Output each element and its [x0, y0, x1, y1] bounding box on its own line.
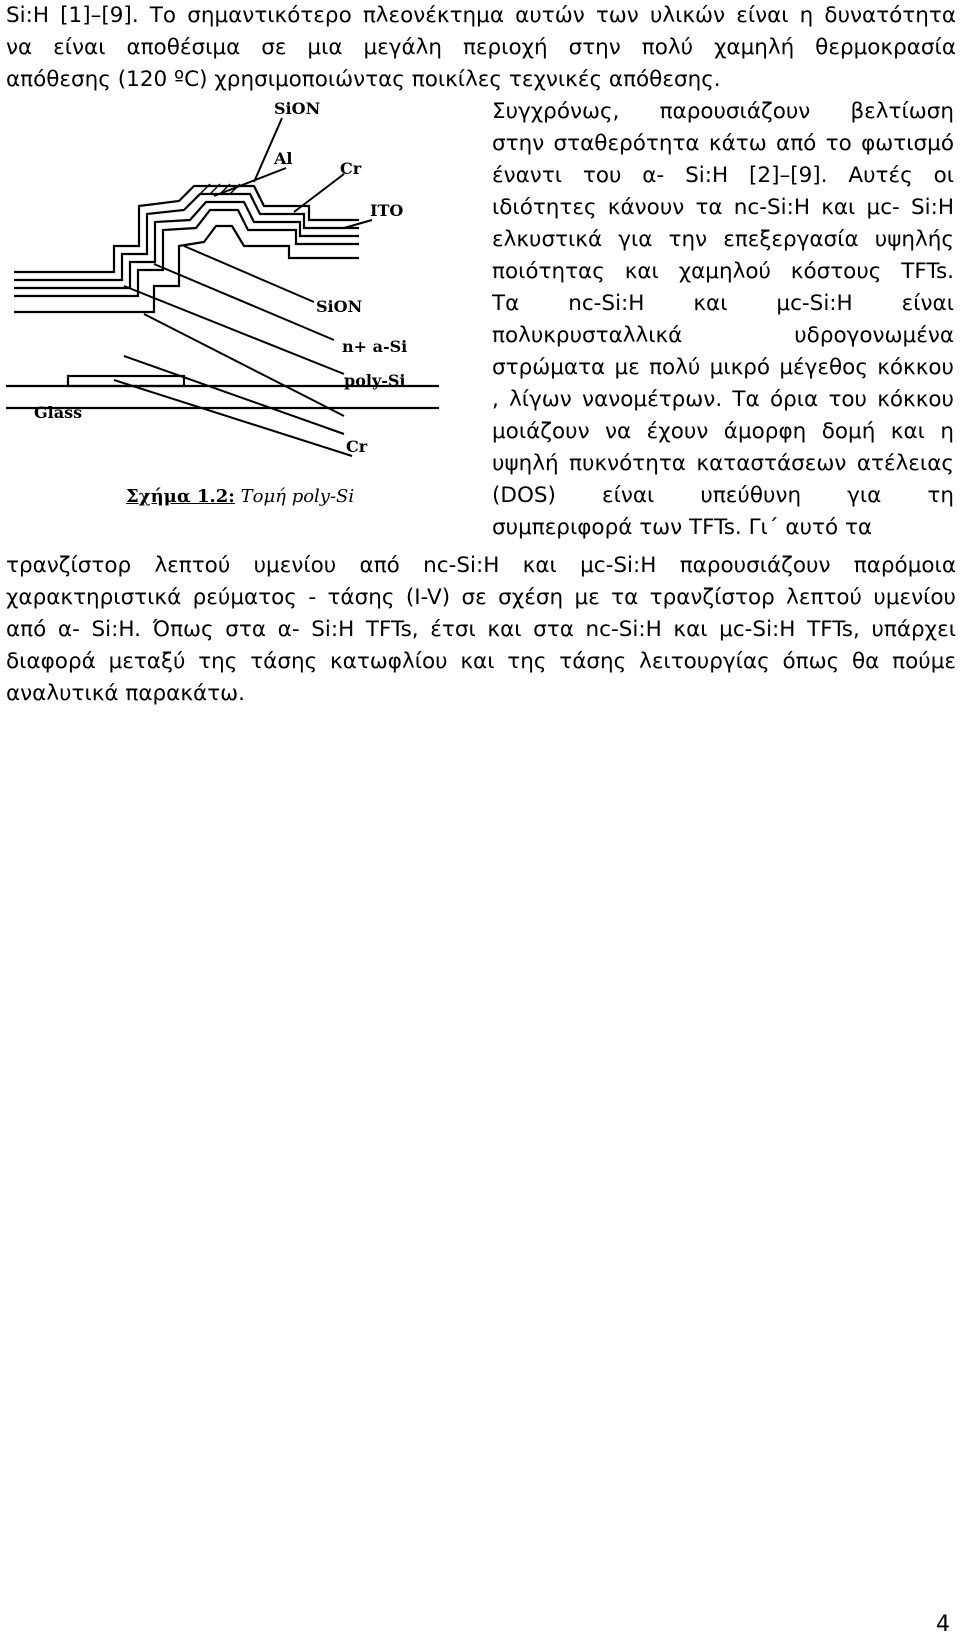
text-line: χαρακτηριστικά ρεύματος - τάσης (I-V) σε σχέση με τα τρανζίστορ λεπτού υμενίου [6, 585, 956, 610]
text-line: Συγχρόνως, παρουσιάζουν βελτίωση [492, 99, 954, 124]
caption-text: Τομή poly-Si [240, 486, 355, 507]
text-line: στην σταθερότητα κάτω από το φωτισμό [492, 131, 954, 156]
text-line: έναντι του α- Si:H [2]–[9]. Αυτές οι [492, 163, 954, 188]
text-line: Τα nc-Si:H και μc-Si:H είναι [492, 291, 954, 316]
text-line: τρανζίστορ λεπτού υμενίου από nc-Si:H και μc-Si:H παρουσιάζουν παρόμοια [6, 553, 956, 578]
label-al: Al [274, 149, 293, 168]
text-line: υψηλή πυκνότητα καταστάσεων ατέλειας [492, 451, 954, 476]
text-line: , λίγων νανομέτρων. Τα όρια του κόκκου [492, 387, 954, 412]
text-line: ιδιότητες κάνουν τα nc-Si:H και μc- Si:H [492, 195, 954, 220]
text-line: ποιότητας και χαμηλού κόστους TFTs. [492, 259, 954, 284]
text-line: Si:H [1]–[9]. Το σημαντικότερο πλεονέκτημα αυτών των υλικών είναι η δυνατότητα [6, 3, 956, 28]
text-line: μοιάζουν να έχουν άμορφη δομή και η [492, 419, 954, 444]
caption-number: Σχήμα 1.2: [126, 486, 235, 507]
text-line: διαφορά μεταξύ της τάσης κατωφλίου και της τάσης λειτουργίας όπως θα πούμε [6, 649, 956, 674]
label-poly-si: poly-Si [344, 371, 406, 390]
cross-section-diagram [4, 96, 474, 516]
figure-caption [126, 486, 354, 507]
text-line: ελκυστικά για την επεξεργασία υψηλής [492, 227, 954, 252]
text-line: απόθεσης (120 ºC) χρησιμοποιώντας ποικίλες τεχνικές απόθεσης. [6, 67, 721, 92]
text-line: στρώματα με πολύ μικρό μέγεθος κόκκου [492, 355, 954, 380]
text-line: να είναι αποθέσιμα σε μια μεγάλη περιοχή στην πολύ χαμηλή θερμοκρασία [6, 35, 956, 60]
text-line: αναλυτικά παρακάτω. [6, 681, 245, 706]
label-cr-top: Cr [340, 159, 362, 178]
page-number: 4 [936, 1612, 950, 1637]
text-line: πολυκρυσταλλικά υδρογονωμένα [492, 323, 954, 348]
label-glass: Glass [34, 403, 83, 422]
text-line: συμπεριφορά των TFTs. Γι΄ αυτό τα [492, 515, 873, 540]
label-cr-bottom: Cr [346, 437, 368, 456]
text-line: από α- Si:H. Όπως στα α- Si:H TFTs, έτσι και στα nc-Si:H και μc-Si:H TFTs, υπάρχει [6, 617, 956, 642]
label-sion-mid: SiON [316, 297, 363, 316]
label-ito: ITO [370, 201, 404, 220]
label-sion-top: SiON [274, 99, 321, 118]
text-line: (DOS) είναι υπεύθυνη για τη [492, 483, 954, 508]
figure-poly-si-cross-section [4, 96, 474, 516]
label-n-asi: n+ a-Si [342, 337, 408, 356]
